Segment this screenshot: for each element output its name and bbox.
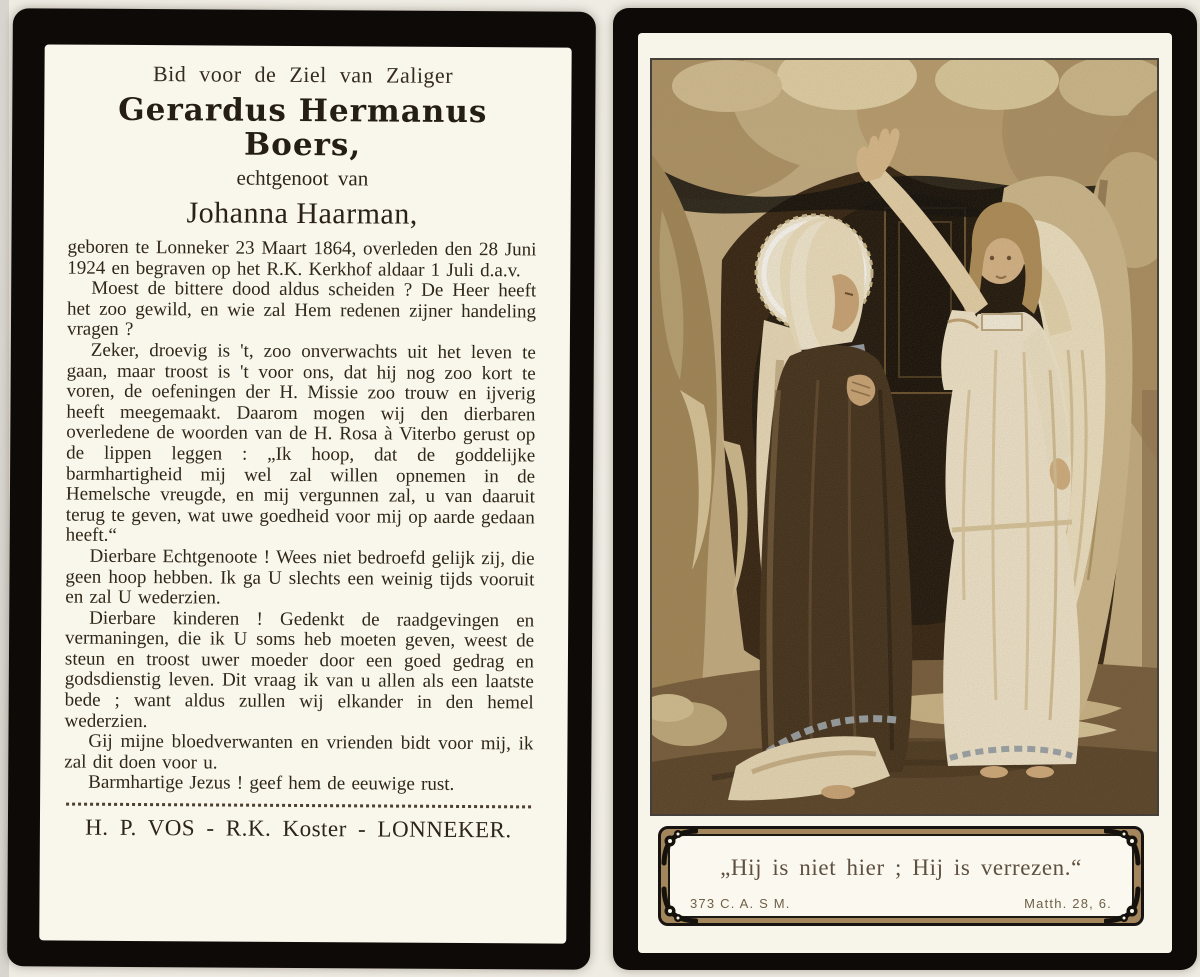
corner-scroll-ornament	[660, 828, 698, 866]
series-number: 373 C. A. S M.	[690, 896, 791, 911]
left-card-paper	[39, 44, 571, 943]
corner-scroll-ornament	[1104, 828, 1142, 866]
quote-panel	[668, 834, 1134, 918]
deceased-name: Gerardus Hermanus Boers,	[118, 91, 488, 164]
paragraph-dates: geboren te Lonneker 23 Maart 1864, overleden den 28 Juni 1924 en begraven op het R.K. Kerkhof aldaar 1 Juli d.a.v.	[67, 236, 537, 281]
paragraph-to-spouse: Dierbare Echtgenoote ! Wees niet bedroefd gelijk zij, die geen hoop hebben. Ik ga U slechts een weinig tijds vooruit en zal U wederzien.	[65, 545, 535, 609]
scripture-quote: „Hij is niet hier ; Hij is verrezen.“	[720, 855, 1082, 880]
dotted-divider	[66, 803, 531, 809]
memorial-card-text-side	[7, 8, 596, 970]
corner-scroll-ornament	[1104, 886, 1142, 924]
plaque-references	[686, 896, 1116, 913]
relation-line: echtgenoot van	[236, 165, 369, 191]
paragraph-consolation: Zeker, droevig is 't, zoo onverwachts uit het leven te gaan, maar troost is 't voor ons, dat hij nog zoo kort te voren, de oefeningen der H. Missie zoo trouw en ijverig heeft meegemaakt. Daarom mogen wij den dierbaren overledene de woorden van de H. Rosa à Viterbo gerust op de lippen leggen : „Ik hoop, dat de goddelijke barmhartigheid mij wel zal willen opnemen in de Hemelsche vreugde, en mij vergunnen zal, u van daaruit terug te geven, wat uwe goedheid voor mij op aarde gedaan heeft.“	[65, 339, 536, 547]
intro-line: Bid voor de Ziel van Zaliger	[152, 61, 454, 88]
tomb-illustration	[650, 58, 1159, 816]
scripture-reference: Matth. 28, 6.	[1024, 896, 1112, 911]
obituary-text-column	[63, 45, 537, 944]
paragraph-prayer: Barmhartige Jezus ! geef hem de eeuwige rust.	[88, 772, 455, 796]
paragraph-to-children: Dierbare kinderen ! Gedenkt de raadgevingen en vermaningen, die ik U soms heb moeten geven, weest de steun en troost uwer moeder door een goed gedrag en godsdienstig leven. Dit vraag ik van u allen als een laatste bede ; want aldus zullen wij elkander in den hemel wederzien.	[64, 607, 535, 732]
publisher-line: H. P. VOS - R.K. Koster - LONNEKER.	[85, 814, 512, 843]
angel-at-tomb-image	[652, 60, 1157, 814]
quote-plaque	[658, 826, 1144, 926]
spouse-name: Johanna Haarman,	[186, 196, 418, 231]
paragraph-lament: Moest de bittere dood aldus scheiden ? De Heer heeft het zoo gewild, en wie zal Hem redenen zijner handeling vragen ?	[66, 277, 537, 341]
paragraph-to-relatives: Gij mijne bloedverwanten en vrienden bidt voor mij, ik zal dit doen voor u.	[64, 730, 534, 774]
right-card-paper	[638, 33, 1172, 953]
corner-scroll-ornament	[660, 886, 698, 924]
memorial-card-image-side	[613, 8, 1197, 970]
